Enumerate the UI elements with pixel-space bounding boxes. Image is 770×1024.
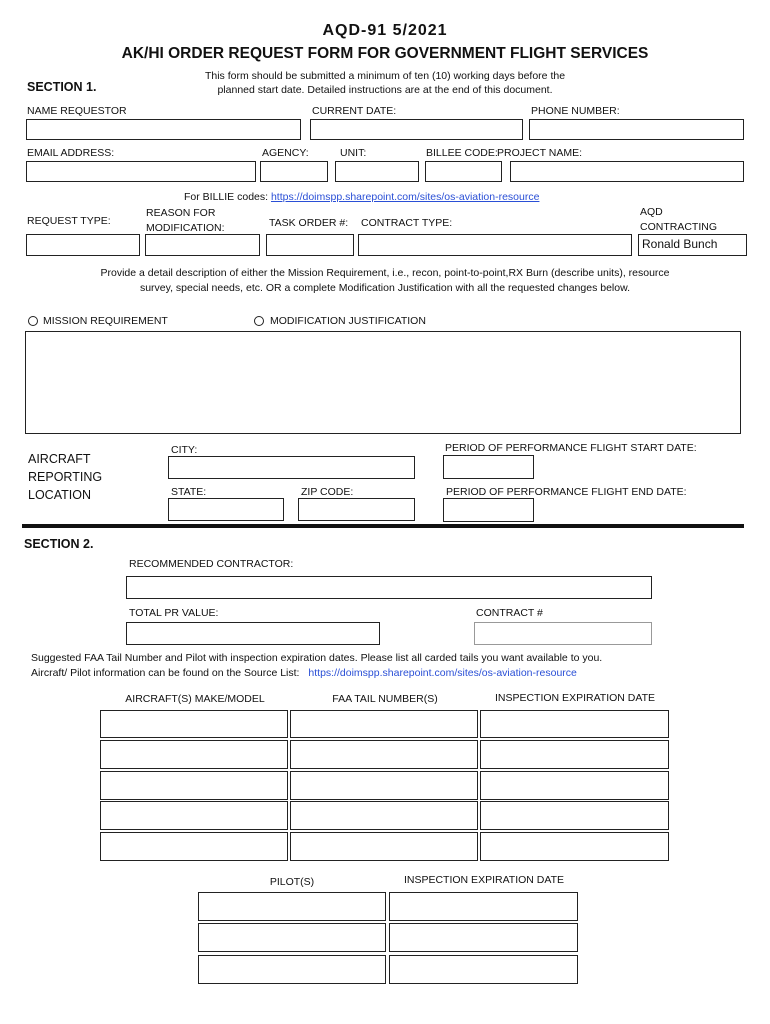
- aircraft-reporting-label-line2: REPORTING: [28, 470, 103, 484]
- submission-note-line1: This form should be submitted a minimum of ten (10) working days before the: [204, 70, 566, 82]
- request-type-field[interactable]: [26, 234, 140, 256]
- agency-field[interactable]: [260, 161, 328, 182]
- contract-number-field[interactable]: [474, 622, 652, 645]
- modification-label: MODIFICATION:: [146, 222, 225, 234]
- zip-code-field[interactable]: [298, 498, 415, 521]
- faa-tail-number-header: FAA TAIL NUMBER(S): [332, 693, 438, 705]
- faa-tail-number-cell[interactable]: [290, 801, 478, 830]
- form-title: AK/HI ORDER REQUEST FORM FOR GOVERNMENT FLIGHT SERVICES: [121, 45, 649, 62]
- section2-heading: SECTION 2.: [24, 537, 94, 551]
- city-field[interactable]: [168, 456, 415, 479]
- unit-label: UNIT:: [340, 147, 367, 159]
- contract-number-label: CONTRACT #: [476, 607, 543, 619]
- state-label: STATE:: [171, 486, 207, 498]
- pop-start-field[interactable]: [443, 455, 534, 479]
- reason-modification-field[interactable]: [145, 234, 260, 256]
- mission-requirement-label: MISSION REQUIREMENT: [43, 315, 168, 327]
- faa-tail-number-cell[interactable]: [290, 710, 478, 738]
- submission-note-line2: planned start date. Detailed instructions are at the end of this document.: [217, 84, 553, 96]
- email-address-field[interactable]: [26, 161, 256, 182]
- aqd-contracting-field[interactable]: Ronald Bunch: [638, 234, 747, 256]
- aircraft-reporting-label-line1: AIRCRAFT: [28, 452, 91, 466]
- billie-codes-link[interactable]: https://doimspp.sharepoint.com/sites/os-aviation-resource: [270, 191, 540, 203]
- form-number: AQD-91 5/2021: [322, 22, 448, 39]
- phone-number-field[interactable]: [529, 119, 744, 140]
- request-type-label: REQUEST TYPE:: [27, 215, 111, 227]
- total-pr-value-field[interactable]: [126, 622, 380, 645]
- contracting-label: CONTRACTING: [640, 221, 717, 233]
- pop-start-label: PERIOD OF PERFORMANCE FLIGHT START DATE:: [445, 442, 697, 454]
- pilots-header: PILOT(S): [269, 876, 315, 888]
- aircraft-inspection-date-header: INSPECTION EXPIRATION DATE: [494, 692, 656, 704]
- task-order-label: TASK ORDER #:: [269, 217, 349, 229]
- billie-codes-line: [184, 191, 539, 203]
- faa-instructions-prefix: Aircraft/ Pilot information can be found on the Source List:: [31, 667, 300, 679]
- pop-end-label: PERIOD OF PERFORMANCE FLIGHT END DATE:: [446, 486, 687, 498]
- aircraft-make-model-cell[interactable]: [100, 740, 288, 769]
- pilot-cell[interactable]: [198, 892, 386, 921]
- section1-heading: SECTION 1.: [27, 80, 97, 94]
- reason-for-label: REASON FOR: [146, 207, 216, 219]
- aircraft-make-model-cell[interactable]: [100, 710, 288, 738]
- email-address-label: EMAIL ADDRESS:: [27, 147, 115, 159]
- modification-justification-radio[interactable]: [254, 316, 264, 326]
- billee-code-field[interactable]: [425, 161, 502, 182]
- zip-code-label: ZIP CODE:: [301, 486, 354, 498]
- aircraft-reporting-label-line3: LOCATION: [28, 488, 91, 502]
- pop-end-field[interactable]: [443, 498, 534, 522]
- faa-tail-number-cell[interactable]: [290, 740, 478, 769]
- billie-codes-prefix: For BILLIE codes:: [184, 191, 269, 203]
- aircraft-inspection-date-cell[interactable]: [480, 710, 669, 738]
- contract-type-label: CONTRACT TYPE:: [361, 217, 453, 229]
- description-line2: survey, special needs, etc. OR a complete Modification Justification with all the requested changes below.: [139, 282, 631, 294]
- name-requestor-field[interactable]: [26, 119, 301, 140]
- pilot-inspection-date-header: INSPECTION EXPIRATION DATE: [403, 874, 565, 886]
- mission-requirement-radio[interactable]: [28, 316, 38, 326]
- aircraft-inspection-date-cell[interactable]: [480, 740, 669, 769]
- city-label: CITY:: [171, 444, 198, 456]
- source-list-link[interactable]: https://doimspp.sharepoint.com/sites/os-aviation-resource: [308, 667, 577, 679]
- aqd-label: AQD: [640, 206, 663, 218]
- description-textarea[interactable]: [25, 331, 741, 434]
- faa-tail-number-cell[interactable]: [290, 771, 478, 800]
- aircraft-inspection-date-cell[interactable]: [480, 771, 669, 800]
- unit-field[interactable]: [335, 161, 419, 182]
- faa-tail-number-cell[interactable]: [290, 832, 478, 861]
- task-order-field[interactable]: [266, 234, 354, 256]
- agency-label: AGENCY:: [262, 147, 309, 159]
- name-requestor-label: NAME REQUESTOR: [27, 105, 127, 117]
- aircraft-make-model-cell[interactable]: [100, 771, 288, 800]
- state-field[interactable]: [168, 498, 284, 521]
- description-line1: Provide a detail description of either the Mission Requirement, i.e., recon, point-to-point,RX Burn (describe units), resource: [100, 267, 670, 279]
- modification-justification-label: MODIFICATION JUSTIFICATION: [270, 315, 426, 327]
- faa-instructions-line1: Suggested FAA Tail Number and Pilot with inspection expiration dates. Please list all carded tails you want available to you.: [31, 652, 603, 664]
- aircraft-make-model-cell[interactable]: [100, 832, 288, 861]
- aircraft-inspection-date-cell[interactable]: [480, 801, 669, 830]
- pilot-inspection-date-cell[interactable]: [389, 892, 578, 921]
- faa-instructions-line2: [31, 667, 577, 679]
- aircraft-make-model-header: AIRCRAFT(S) MAKE/MODEL: [125, 693, 265, 705]
- aircraft-make-model-cell[interactable]: [100, 801, 288, 830]
- contract-type-field[interactable]: [358, 234, 632, 256]
- pilot-cell[interactable]: [198, 955, 386, 984]
- recommended-contractor-label: RECOMMENDED CONTRACTOR:: [129, 558, 294, 570]
- pilot-inspection-date-cell[interactable]: [389, 923, 578, 952]
- recommended-contractor-field[interactable]: [126, 576, 652, 599]
- aircraft-inspection-date-cell[interactable]: [480, 832, 669, 861]
- project-name-field[interactable]: [510, 161, 744, 182]
- current-date-field[interactable]: [310, 119, 523, 140]
- current-date-label: CURRENT DATE:: [312, 105, 397, 117]
- phone-number-label: PHONE NUMBER:: [531, 105, 620, 117]
- billee-code-label: BILLEE CODE:: [426, 147, 498, 159]
- pilot-inspection-date-cell[interactable]: [389, 955, 578, 984]
- total-pr-value-label: TOTAL PR VALUE:: [129, 607, 219, 619]
- section-divider: [22, 524, 744, 528]
- project-name-label: PROJECT NAME:: [497, 147, 582, 159]
- pilot-cell[interactable]: [198, 923, 386, 952]
